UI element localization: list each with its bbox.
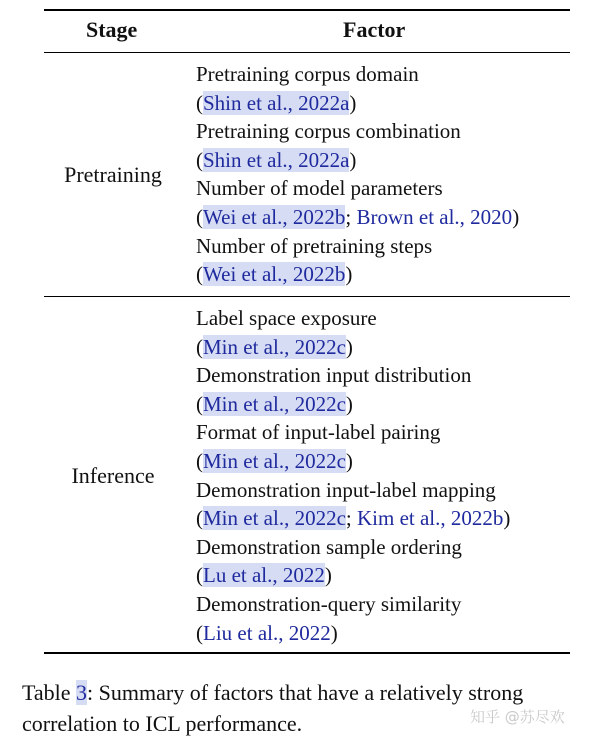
watermark: 知乎 @苏尽欢	[470, 708, 565, 726]
citation-line: (Lu et al., 2022)	[196, 563, 332, 588]
citation-line: (Shin et al., 2022a)	[196, 90, 357, 115]
factor-name: Pretraining corpus domain	[196, 62, 419, 86]
factor-name: Number of model parameters	[196, 176, 443, 201]
bottom-rule	[44, 652, 570, 654]
citation-line: (Wei et al., 2022b)	[196, 262, 353, 287]
stage-pretraining: Pretraining	[64, 162, 162, 187]
factor-name: Label space exposure	[196, 306, 377, 330]
factor-name: Number of pretraining steps	[196, 233, 433, 258]
citation-link[interactable]: Shin et al., 2022a	[203, 90, 350, 115]
header-rule	[44, 52, 570, 53]
factor-list-inference	[196, 304, 510, 647]
caption-prefix: Table	[22, 680, 77, 705]
header-factor: Factor	[343, 17, 406, 42]
factor-name: Pretraining corpus combination	[196, 119, 461, 144]
citation-line: (Min et al., 2022c)	[196, 334, 353, 359]
top-rule	[44, 9, 570, 11]
citation-line: (Liu et al., 2022)	[196, 620, 338, 645]
stage-inference: Inference	[71, 463, 155, 488]
section-rule	[44, 296, 570, 297]
factor-list-pretraining	[196, 60, 519, 289]
citation-link[interactable]: Brown et al., 2020	[356, 204, 513, 229]
citation-line: (Wei et al., 2022b; Brown et al., 2020)	[196, 204, 520, 229]
citation-line: (Min et al., 2022c)	[196, 391, 353, 416]
citation-line: (Min et al., 2022c; Kim et al., 2022b)	[196, 506, 511, 531]
factor-name: Demonstration input-label mapping	[196, 477, 496, 502]
citation-link[interactable]: Kim et al., 2022b	[356, 506, 504, 531]
citation-link[interactable]: Min et al., 2022c	[203, 391, 346, 416]
factor-name: Demonstration sample ordering	[196, 534, 462, 559]
citation-link[interactable]: Wei et al., 2022b	[203, 262, 346, 287]
citation-link[interactable]: Min et al., 2022c	[203, 334, 346, 359]
citation-link[interactable]: Wei et al., 2022b	[203, 204, 346, 229]
citation-link[interactable]: Min et al., 2022c	[203, 506, 346, 531]
table-number-link[interactable]: 3	[76, 680, 88, 705]
citation-link[interactable]: Min et al., 2022c	[203, 448, 346, 473]
factor-name: Demonstration input distribution	[196, 363, 472, 388]
citation-link[interactable]: Lu et al., 2022	[203, 563, 325, 588]
header-stage: Stage	[86, 17, 138, 42]
citation-link[interactable]: Shin et al., 2022a	[203, 147, 350, 172]
factor-name: Format of input-label pairing	[196, 420, 441, 445]
citation-line: (Min et al., 2022c)	[196, 448, 353, 473]
citation-link[interactable]: Liu et al., 2022	[203, 620, 331, 645]
citation-line: (Shin et al., 2022a)	[196, 147, 357, 172]
factor-name: Demonstration-query similarity	[196, 591, 462, 616]
caption-text: : Summary of factors that have a relatively strong correlation to ICL performance.	[22, 680, 524, 736]
